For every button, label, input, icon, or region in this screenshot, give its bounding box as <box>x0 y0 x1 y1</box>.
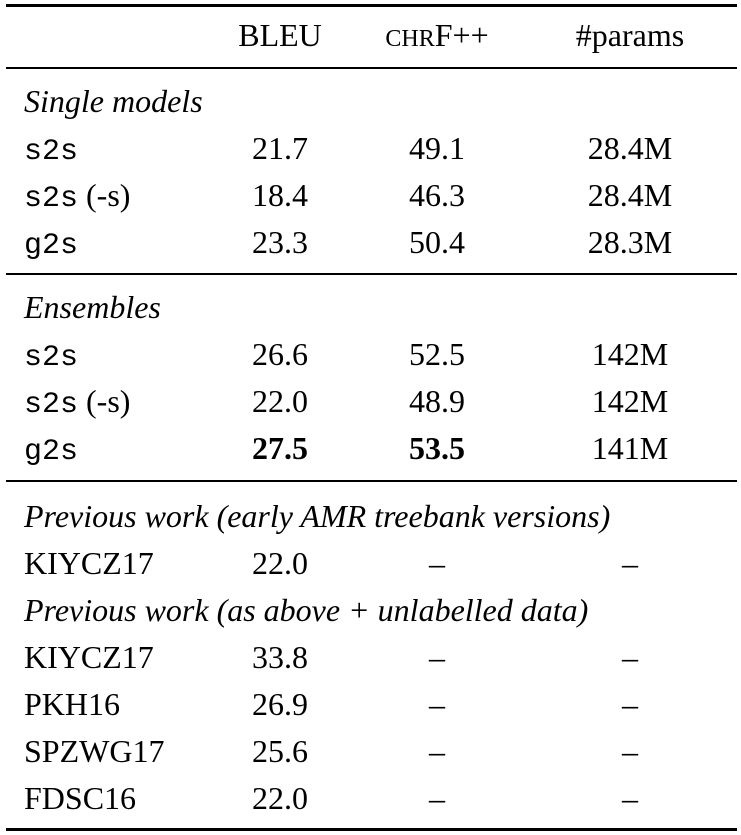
bleu-value: 23.3 <box>252 224 308 260</box>
header-row <box>0 12 741 58</box>
bleu-value: 33.8 <box>252 639 308 675</box>
chrf-value: – <box>429 686 445 722</box>
bleu-value: 22.0 <box>252 545 308 581</box>
params-value: 28.3M <box>587 224 673 260</box>
bleu-value: 25.6 <box>252 733 308 769</box>
header-bleu: BLEU <box>238 17 322 53</box>
table-row <box>0 172 741 218</box>
top-rule <box>6 4 737 7</box>
model-name: SPZWG17 <box>24 733 165 769</box>
chrf-value: 48.9 <box>409 383 465 419</box>
section-rule <box>6 273 737 275</box>
params-value: 141M <box>591 430 669 466</box>
params-value: 28.4M <box>587 130 673 166</box>
bleu-value: 26.6 <box>252 336 308 372</box>
params-value: – <box>622 639 638 675</box>
model-name: PKH16 <box>24 686 121 722</box>
params-value: – <box>622 733 638 769</box>
bleu-value: 22.0 <box>252 780 308 816</box>
table-row <box>0 219 741 265</box>
chrf-value: 50.4 <box>409 224 465 260</box>
model-name <box>24 331 78 377</box>
model-code: g2s <box>24 435 79 469</box>
chrf-value: 52.5 <box>409 336 465 372</box>
section-title-single-models: Single models <box>24 83 203 119</box>
model-suffix: (-s) <box>78 383 131 419</box>
params-value: 28.4M <box>587 177 673 213</box>
model-name: FDSC16 <box>24 780 137 816</box>
model-name <box>24 172 130 218</box>
chrf-value: 46.3 <box>409 177 465 213</box>
chrf-value: – <box>429 545 445 581</box>
model-name <box>24 125 78 171</box>
header-chrf-smallcaps: CHR <box>385 26 435 52</box>
model-name <box>24 219 78 265</box>
bottom-rule <box>6 828 737 831</box>
params-value: 142M <box>591 383 669 419</box>
section-title-ensembles: Ensembles <box>24 289 161 325</box>
model-suffix: (-s) <box>78 177 131 213</box>
header-chrf <box>385 12 488 58</box>
table-row <box>0 775 741 821</box>
table-row <box>0 540 741 586</box>
model-code: g2s <box>24 229 79 263</box>
model-code: s2s <box>24 341 79 375</box>
chrf-value: – <box>429 733 445 769</box>
model-name <box>24 378 130 424</box>
header-params: #params <box>575 17 685 53</box>
model-name: KIYCZ17 <box>24 545 154 581</box>
chrf-value-best: 53.5 <box>409 430 465 466</box>
model-code: s2s <box>24 135 79 169</box>
table-row <box>0 331 741 377</box>
bleu-value: 21.7 <box>252 130 308 166</box>
model-code: s2s <box>24 388 79 422</box>
bleu-value: 26.9 <box>252 686 308 722</box>
chrf-value: 49.1 <box>409 130 465 166</box>
model-name <box>24 425 78 471</box>
bleu-value-best: 27.5 <box>252 430 308 466</box>
section-title-previous-unlabelled: Previous work (as above + unlabelled data) <box>24 592 589 628</box>
chrf-value: – <box>429 639 445 675</box>
table-row <box>0 378 741 424</box>
chrf-value: – <box>429 780 445 816</box>
bleu-value: 22.0 <box>252 383 308 419</box>
params-value: – <box>622 780 638 816</box>
table-row <box>0 125 741 171</box>
bleu-value: 18.4 <box>252 177 308 213</box>
params-value: – <box>622 686 638 722</box>
section-rule <box>6 480 737 482</box>
table-row <box>0 634 741 680</box>
table-row <box>0 728 741 774</box>
table-row <box>0 425 741 471</box>
header-chrf-rest: F++ <box>434 17 489 53</box>
params-value: 142M <box>591 336 669 372</box>
params-value: – <box>622 545 638 581</box>
model-name: KIYCZ17 <box>24 639 154 675</box>
section-title-previous-early: Previous work (early AMR treebank versions) <box>24 498 611 534</box>
model-code: s2s <box>24 182 79 216</box>
header-rule <box>6 67 737 69</box>
table-row <box>0 681 741 727</box>
